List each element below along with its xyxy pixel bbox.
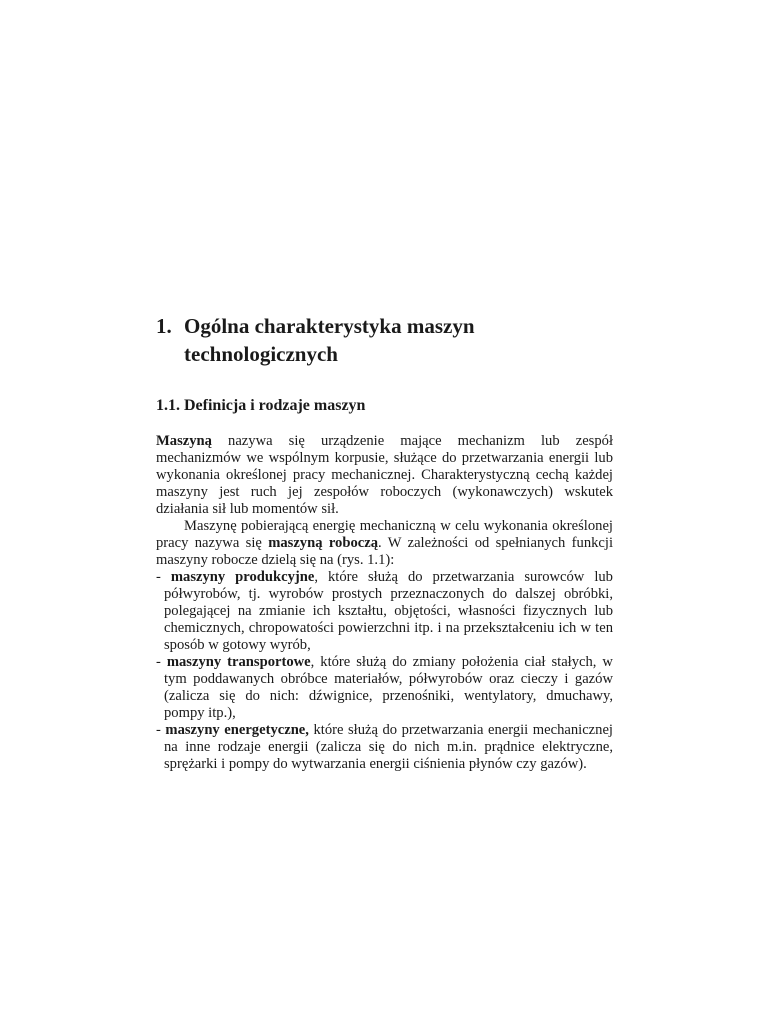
- chapter-title: [156, 312, 613, 368]
- paragraph-definition-text: nazywa się urządzenie mające mechanizm lub zespół mechanizmów we wspólnym korpusie, służące do przetwarzania energii lub wykonania określonej pracy mechanicznej. Charakterystyczną cechą każdej maszyny jest ruch jej zespołów roboczych (wykonawczych) wskutek działania sił lub momentów sił.: [156, 433, 613, 517]
- list-item-term: maszyny transportowe: [166, 654, 311, 670]
- body-text: [156, 433, 613, 773]
- list-item-text: , które służą do przetwarzania surowców lub półwyrobów, tj. wyrobów prostych przeznaczonych do dalszej obróbki, polegającej na zmianie ich kształtu, objętości, własności fizycznych lub chemicznych, chropowatości powierzchni itp. i na przekształceniu ich w ten sposób w gotowy wyrób,: [164, 569, 613, 653]
- list-item-text: które służą do przetwarzania energii mechanicznej na inne rodzaje energii (zalicza się do nich m.in. prądnice elektryczne, sprężarki i pompy do wytwarzania energii ciśnienia płynów czy gazów).: [164, 722, 613, 772]
- list-item-term: maszyny energetyczne,: [165, 722, 309, 738]
- list-item-term: maszyny produkcyjne: [170, 569, 315, 585]
- list-item: [156, 654, 613, 722]
- term-maszyna: Maszyną: [156, 433, 212, 449]
- chapter-title-text: Ogólna charakterystyka maszyn technologicznych: [184, 314, 475, 366]
- list-item-dash: -: [156, 569, 171, 585]
- paragraph-definition: [156, 433, 613, 518]
- paragraph-working-machine-text-after: . W zależności od spełnianych funkcji maszyny robocze dzielą się na (rys. 1.1):: [156, 535, 613, 568]
- list-item-dash: -: [156, 654, 167, 670]
- list-item-dash: -: [156, 722, 166, 738]
- paragraph-working-machine: [156, 518, 613, 569]
- term-maszyna-robocza: maszyną roboczą: [268, 535, 379, 551]
- paragraph-working-machine-text-before: Maszynę pobierającą energię mechaniczną w celu wykonania określonej pracy nazywa się: [156, 518, 613, 551]
- document-page: [156, 312, 613, 773]
- list-item-text: , które służą do zmiany położenia ciał stałych, w tym poddawanych obróbce materiałów, półwyrobów oraz cieczy i gazów (zalicza się do nich: dźwignice, przenośniki, wentylatory, dmuchawy, pompy itp.),: [164, 654, 613, 721]
- section-title: 1.1. Definicja i rodzaje maszyn: [156, 397, 366, 414]
- list-item: [156, 569, 613, 654]
- chapter-number: 1.: [156, 314, 172, 338]
- list-item: [156, 722, 613, 773]
